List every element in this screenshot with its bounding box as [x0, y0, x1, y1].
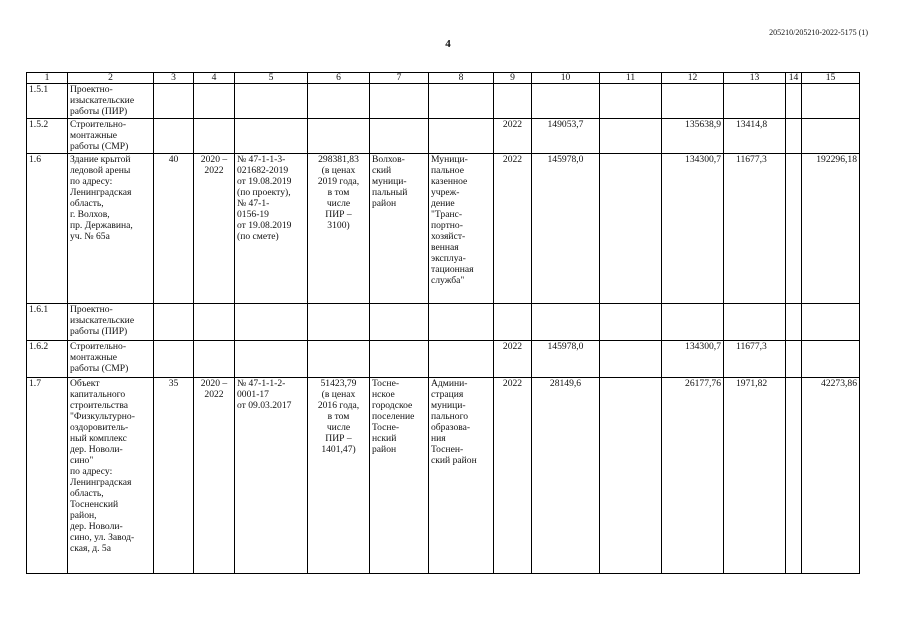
table-cell-col-11	[600, 341, 662, 378]
table-row	[27, 84, 860, 119]
table-row	[27, 378, 860, 574]
table-cell-col-14	[786, 378, 802, 574]
header-cell: 6	[308, 73, 370, 84]
table-cell-col-7: Волхов- ский муници- пальный район	[370, 154, 429, 304]
table-cell-col-6	[308, 84, 370, 119]
table-cell-col-2: Объект капитального строительства "Физкультурно- оздоровитель- ный комплекс дер. Новоли- сино" по адресу: Ленинградская область, Тосненский район, дер. Новоли- сино, ул. Завод- ская, д. 5а	[68, 378, 154, 574]
table-cell-col-12: 134300,7	[662, 341, 724, 378]
header-cell: 1	[27, 73, 68, 84]
data-table	[26, 72, 860, 574]
table-cell-col-14	[786, 119, 802, 154]
table-cell-col-15: 42273,86	[802, 378, 860, 574]
table-cell-col-9: 2022	[494, 378, 532, 574]
header-cell: 15	[802, 73, 860, 84]
table-cell-col-9	[494, 84, 532, 119]
table-cell-col-11	[600, 84, 662, 119]
table-cell-col-1: 1.6.1	[27, 304, 68, 341]
header-cell: 13	[724, 73, 786, 84]
table-cell-col-4	[194, 119, 235, 154]
table-cell-col-4: 2020 – 2022	[194, 378, 235, 574]
table-cell-col-14	[786, 341, 802, 378]
header-cell: 8	[429, 73, 494, 84]
table-cell-col-1: 1.5.1	[27, 84, 68, 119]
header-cell: 4	[194, 73, 235, 84]
table-cell-col-8	[429, 84, 494, 119]
header-cell: 5	[235, 73, 308, 84]
table-cell-col-10	[532, 84, 600, 119]
document-id: 205210/205210-2022-5175 (1)	[769, 28, 868, 37]
header-cell: 7	[370, 73, 429, 84]
table-cell-col-1: 1.6.2	[27, 341, 68, 378]
table-cell-col-8: Муници- пальное казенное учреж- дение "Транс- портно- хозяйст- венная эксплуа- тационная служба"	[429, 154, 494, 304]
table-cell-col-7	[370, 119, 429, 154]
table-cell-col-15	[802, 304, 860, 341]
table-cell-col-1: 1.7	[27, 378, 68, 574]
table-cell-col-12	[662, 304, 724, 341]
table-cell-col-6	[308, 119, 370, 154]
table-cell-col-6: 298381,83 (в ценах 2019 года, в том числе ПИР – 3100)	[308, 154, 370, 304]
table-cell-col-3: 35	[154, 378, 194, 574]
table-cell-col-5	[235, 84, 308, 119]
table-cell-col-2: Проектно- изыскательские работы (ПИР)	[68, 304, 154, 341]
table-cell-col-13: 11677,3	[724, 341, 786, 378]
table-cell-col-10	[532, 304, 600, 341]
table-cell-col-13: 1971,82	[724, 378, 786, 574]
table-cell-col-5: № 47-1-1-2- 0001-17 от 09.03.2017	[235, 378, 308, 574]
table-cell-col-8: Админи- страция муници- пального образова- ния Тоснен- ский район	[429, 378, 494, 574]
table-cell-col-7	[370, 304, 429, 341]
header-cell: 14	[786, 73, 802, 84]
table-cell-col-14	[786, 84, 802, 119]
table-cell-col-10: 149053,7	[532, 119, 600, 154]
table-cell-col-12: 26177,76	[662, 378, 724, 574]
table-cell-col-3	[154, 304, 194, 341]
table-cell-col-4	[194, 304, 235, 341]
table-cell-col-5	[235, 119, 308, 154]
table-row	[27, 341, 860, 378]
table-cell-col-14	[786, 304, 802, 341]
header-cell: 3	[154, 73, 194, 84]
table-cell-col-1: 1.5.2	[27, 119, 68, 154]
table-cell-col-5	[235, 304, 308, 341]
table-cell-col-6	[308, 304, 370, 341]
table-cell-col-4	[194, 84, 235, 119]
page-number: 4	[445, 38, 451, 50]
table-cell-col-5: № 47-1-1-3- 021682-2019 от 19.08.2019 (по проекту), № 47-1- 0156-19 от 19.08.2019 (по смете)	[235, 154, 308, 304]
header-row	[27, 73, 860, 84]
table-cell-col-2: Проектно- изыскательские работы (ПИР)	[68, 84, 154, 119]
table-cell-col-6: 51423,79 (в ценах 2016 года, в том числе ПИР – 1401,47)	[308, 378, 370, 574]
table-cell-col-4	[194, 341, 235, 378]
table-cell-col-15	[802, 84, 860, 119]
table-cell-col-11	[600, 119, 662, 154]
table-cell-col-12: 134300,7	[662, 154, 724, 304]
table-cell-col-7	[370, 341, 429, 378]
table-cell-col-10: 28149,6	[532, 378, 600, 574]
table-cell-col-3	[154, 119, 194, 154]
table-cell-col-9	[494, 304, 532, 341]
header-cell: 10	[532, 73, 600, 84]
header-cell: 9	[494, 73, 532, 84]
table-cell-col-15	[802, 341, 860, 378]
header-cell: 11	[600, 73, 662, 84]
table-cell-col-9: 2022	[494, 119, 532, 154]
table-cell-col-15: 192296,18	[802, 154, 860, 304]
table-cell-col-4: 2020 – 2022	[194, 154, 235, 304]
table-row	[27, 154, 860, 304]
table-cell-col-12	[662, 84, 724, 119]
table-cell-col-5	[235, 341, 308, 378]
table-cell-col-7	[370, 84, 429, 119]
table-cell-col-2: Здание крытой ледовой арены по адресу: Ленинградская область, г. Волхов, пр. Державина, уч. № 65а	[68, 154, 154, 304]
table-cell-col-9: 2022	[494, 154, 532, 304]
table-cell-col-13: 13414,8	[724, 119, 786, 154]
table-row	[27, 119, 860, 154]
table-cell-col-8	[429, 304, 494, 341]
table-cell-col-8	[429, 341, 494, 378]
table-cell-col-11	[600, 154, 662, 304]
table-cell-col-2: Строительно- монтажные работы (СМР)	[68, 119, 154, 154]
table-cell-col-13	[724, 304, 786, 341]
table-row	[27, 304, 860, 341]
header-cell: 2	[68, 73, 154, 84]
table-cell-col-3	[154, 84, 194, 119]
table-cell-col-13: 11677,3	[724, 154, 786, 304]
table-cell-col-1: 1.6	[27, 154, 68, 304]
table-cell-col-9: 2022	[494, 341, 532, 378]
table-cell-col-3	[154, 341, 194, 378]
table-cell-col-14	[786, 154, 802, 304]
table-cell-col-11	[600, 304, 662, 341]
table-cell-col-13	[724, 84, 786, 119]
table-cell-col-6	[308, 341, 370, 378]
table-cell-col-15	[802, 119, 860, 154]
table-cell-col-12: 135638,9	[662, 119, 724, 154]
table-cell-col-7: Тосне- нское городское поселение Тосне- нский район	[370, 378, 429, 574]
table-cell-col-11	[600, 378, 662, 574]
table-cell-col-10: 145978,0	[532, 154, 600, 304]
header-cell: 12	[662, 73, 724, 84]
table-cell-col-3: 40	[154, 154, 194, 304]
table-cell-col-8	[429, 119, 494, 154]
table-cell-col-10: 145978,0	[532, 341, 600, 378]
table-cell-col-2: Строительно- монтажные работы (СМР)	[68, 341, 154, 378]
